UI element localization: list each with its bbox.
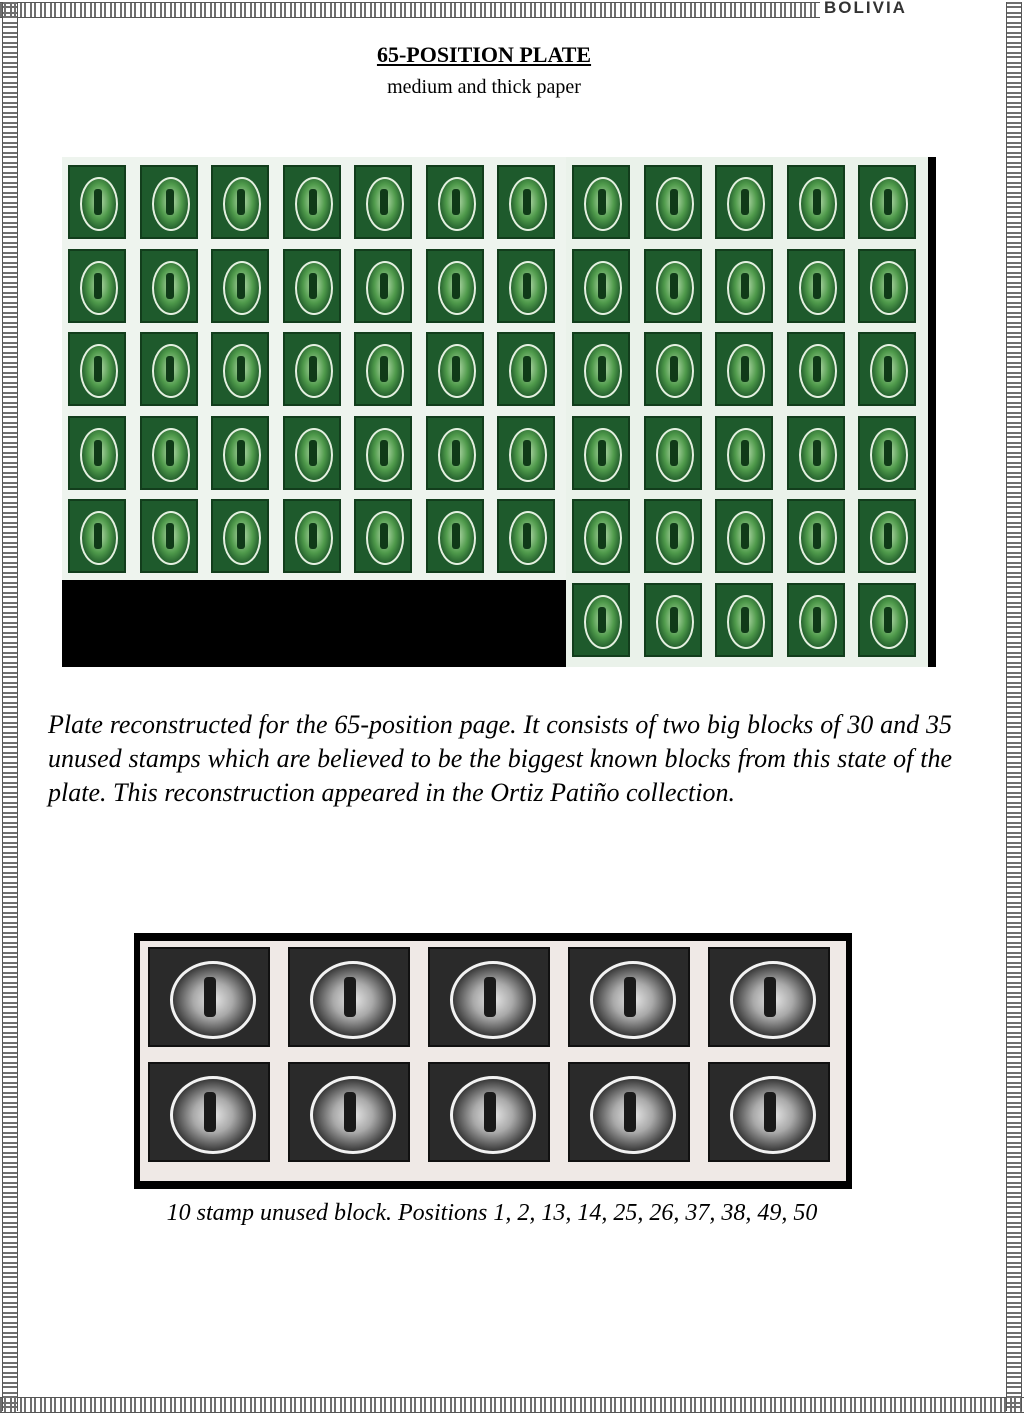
stamp: [708, 947, 830, 1047]
page-title: 65-POSITION PLATE: [376, 42, 592, 67]
stamp: [787, 416, 845, 490]
stamp: [644, 499, 702, 573]
ten-stamp-block-image: [134, 933, 852, 1189]
plate-reconstruction-image: [62, 157, 936, 667]
stamp: [68, 332, 126, 406]
stamp: [428, 947, 550, 1047]
stamp: [68, 165, 126, 239]
stamp: [858, 499, 916, 573]
stamp: [644, 416, 702, 490]
stamp: [572, 583, 630, 657]
stamp: [497, 165, 555, 239]
stamp: [68, 499, 126, 573]
stamp: [708, 1062, 830, 1162]
stamp: [572, 249, 630, 323]
page-subtitle: medium and thick paper: [387, 76, 581, 98]
stamp: [858, 165, 916, 239]
stamp: [572, 416, 630, 490]
stamp: [715, 332, 773, 406]
stamp: [68, 249, 126, 323]
stamp: [497, 499, 555, 573]
stamp: [211, 499, 269, 573]
stamp: [140, 332, 198, 406]
stamp: [140, 249, 198, 323]
country-label: BOLIVIA: [820, 0, 911, 18]
decorative-border-top: [0, 2, 820, 18]
stamp: [858, 249, 916, 323]
stamp: [572, 499, 630, 573]
stamp: [426, 165, 484, 239]
stamp: [428, 1062, 550, 1162]
stamp: [787, 249, 845, 323]
stamp: [426, 416, 484, 490]
stamp: [211, 165, 269, 239]
stamp: [288, 1062, 410, 1162]
stamp: [715, 416, 773, 490]
stamp: [572, 332, 630, 406]
stamp: [148, 1062, 270, 1162]
stamp: [426, 499, 484, 573]
stamp: [644, 165, 702, 239]
stamp: [283, 332, 341, 406]
stamp: [354, 249, 412, 323]
stamp-block-30: [566, 157, 928, 667]
stamp: [497, 416, 555, 490]
decorative-border-bottom: [0, 1397, 1024, 1413]
stamp: [283, 165, 341, 239]
stamp: [211, 249, 269, 323]
stamp: [644, 249, 702, 323]
stamp: [211, 416, 269, 490]
stamp: [568, 947, 690, 1047]
stamp: [283, 416, 341, 490]
decorative-border-right: [1006, 2, 1022, 1411]
stamp: [787, 332, 845, 406]
stamp: [572, 165, 630, 239]
ten-stamp-block-sheet: [140, 941, 846, 1181]
stamp: [140, 499, 198, 573]
stamp: [354, 499, 412, 573]
stamp: [858, 583, 916, 657]
stamp: [568, 1062, 690, 1162]
block-caption: 10 stamp unused block. Positions 1, 2, 13, 14, 25, 26, 37, 38, 49, 50: [166, 1200, 818, 1226]
stamp: [715, 165, 773, 239]
stamp: [644, 332, 702, 406]
stamp: [288, 947, 410, 1047]
plate-description: Plate reconstructed for the 65-position page. It consists of two big blocks of 30 and 35 unused stamps which are believed to be the biggest known blocks from this state of the plate. This reconstruction appeared in the Ortiz Patiño collection.: [48, 710, 952, 807]
stamp: [426, 332, 484, 406]
stamp: [140, 416, 198, 490]
stamp: [354, 165, 412, 239]
stamp: [354, 416, 412, 490]
stamp: [283, 499, 341, 573]
stamp: [787, 583, 845, 657]
stamp: [497, 332, 555, 406]
stamp: [354, 332, 412, 406]
stamp: [68, 416, 126, 490]
stamp: [283, 249, 341, 323]
stamp: [426, 249, 484, 323]
stamp: [787, 499, 845, 573]
stamp: [858, 416, 916, 490]
stamp: [148, 947, 270, 1047]
stamp: [497, 249, 555, 323]
stamp: [858, 332, 916, 406]
stamp: [715, 249, 773, 323]
stamp: [140, 165, 198, 239]
stamp: [644, 583, 702, 657]
stamp: [787, 165, 845, 239]
stamp-block-35: [62, 157, 566, 580]
stamp: [715, 583, 773, 657]
stamp: [211, 332, 269, 406]
stamp: [715, 499, 773, 573]
